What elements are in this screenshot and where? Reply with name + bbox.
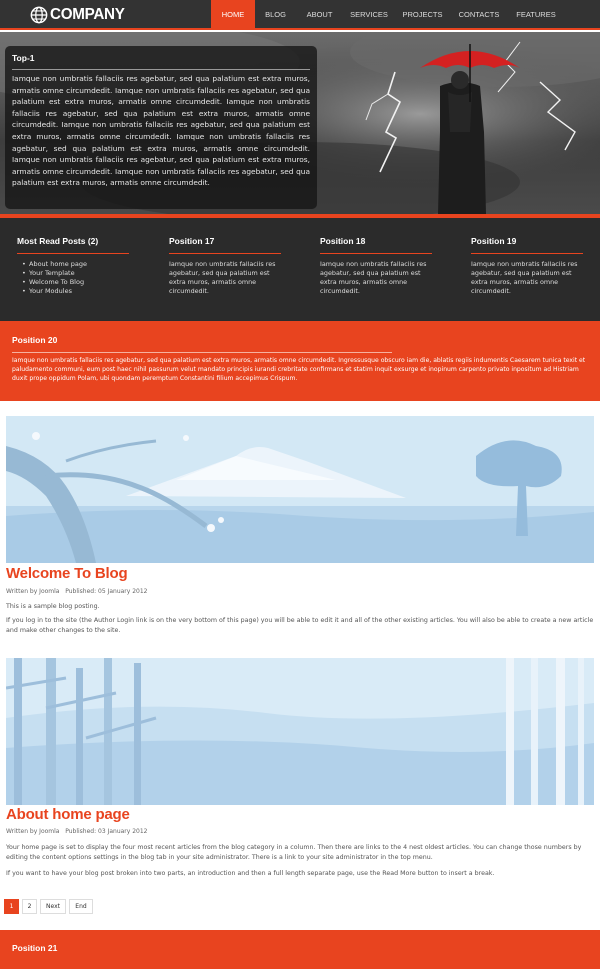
logo-text: COMPANY (50, 6, 125, 23)
position-18-module (320, 236, 432, 296)
nav-about[interactable]: ABOUT (306, 10, 333, 19)
most-read-link[interactable]: • About home page (17, 260, 129, 269)
nav-projects[interactable]: PROJECTS (402, 10, 443, 19)
hero-banner (0, 32, 600, 214)
position-18-title: Position 18 (320, 236, 366, 246)
most-read-link[interactable]: • Your Modules (17, 287, 129, 296)
pagination (4, 899, 93, 914)
position-17-title: Position 17 (169, 236, 215, 246)
position-20-title: Position 20 (12, 335, 58, 345)
divider (169, 253, 281, 254)
author: Written by Joomla (6, 828, 60, 835)
logo[interactable] (30, 5, 129, 25)
nav-blog[interactable]: BLOG (265, 10, 286, 19)
article-paragraph: If you want to have your blog post broken into two parts, an introduction and then a full length separate page, use the Read More button to insert a break. (6, 870, 495, 877)
nav-services[interactable]: SERVICES (350, 10, 388, 19)
article-title-link[interactable]: Welcome To Blog (6, 565, 128, 582)
site-header (0, 0, 600, 30)
article-paragraph: This is a sample blog posting. (6, 603, 100, 610)
globe-icon (30, 6, 48, 24)
article-paragraph: Your home page is set to display the four most recent articles from the blog category in a column. Then there are links to the 4 nest oldest articles. You can change those numbers by editing the content options settings in the blog tab in your site administrator. There is a link to your site administrator in the top menu. (6, 844, 582, 861)
article-paragraph: If you log in to the site (the Author Login link is on the very bottom of this page) you will be able to edit it and all of the other existing articles. You will also be able to create a new article and make other changes to the site. (6, 617, 594, 634)
article-meta (6, 588, 148, 595)
end-page-button[interactable]: End (69, 899, 93, 914)
most-read-link[interactable]: • Welcome To Blog (17, 278, 129, 287)
position-18-text: Iamque non umbratis fallaciis res agebatur, sed qua palatium est extra muros, armatis omne circumdedit. (320, 260, 427, 295)
divider (17, 253, 129, 254)
position-20-text: Iamque non umbratis fallaciis res agebatur, sed qua palatium est extra muros, armatis omne circumdedit. Ingressusque obscuro iam die, ablatis regiis indumentis Caesarem tunica texit et paludamento communi, eum post haec nihil passurum velut mandato principis iurandi crebritate confirmans et statim inquit exsurge et inopinum carpento privato inpositum ad Histriam duxit prope oppidum Polam, ubi quondam peremptum Constantini filium accepimus Crispum. (12, 357, 586, 382)
main-nav (211, 0, 564, 30)
position-17-text: Iamque non umbratis fallaciis res agebatur, sed qua palatium est extra muros, armatis omne circumdedit. (169, 260, 276, 295)
divider (320, 253, 432, 254)
position-21-band (0, 930, 600, 969)
most-read-title: Most Read Posts (2) (17, 236, 99, 246)
bamboo-landscape-image[interactable] (6, 658, 594, 805)
nav-contacts[interactable]: CONTACTS (458, 10, 500, 19)
fuji-landscape-image[interactable] (6, 416, 594, 563)
position-19-module (471, 236, 583, 296)
author: Written by Joomla (6, 588, 60, 595)
divider (471, 253, 583, 254)
top1-title: Top-1 (12, 53, 35, 63)
positions-band (0, 218, 600, 321)
position-20-band (0, 321, 600, 401)
position-19-title: Position 19 (471, 236, 517, 246)
nav-features[interactable]: FEATURES (516, 10, 556, 19)
position-21-title: Position 21 (12, 943, 58, 953)
most-read-link[interactable]: • Your Template (17, 269, 129, 278)
most-read-list (17, 260, 129, 296)
most-read-module (17, 236, 129, 296)
nav-home[interactable]: HOME (211, 0, 255, 30)
position-19-text: Iamque non umbratis fallaciis res agebatur, sed qua palatium est extra muros, armatis omne circumdedit. (471, 260, 578, 295)
position-17-module (169, 236, 281, 296)
published-date: Published: 05 January 2012 (65, 588, 148, 595)
article-meta (6, 828, 148, 835)
divider (12, 352, 392, 353)
divider (12, 69, 310, 70)
top1-panel (5, 46, 317, 209)
top1-text: Iamque non umbratis fallaciis res agebatur, sed qua palatium est extra muros, armatis omne circumdedit. Iamque non umbratis fallaciis res agebatur, sed qua palatium est extra muros, armatis omne circumdedit. Iamque non umbratis fallaciis res agebatur, sed qua palatium est extra muros, armatis omne circumdedit. Iamque non umbratis fallaciis res agebatur, sed qua palatium est extra muros, armatis omne circumdedit. Iamque non umbratis fallaciis res agebatur, sed qua palatium est extra muros, armatis omne circumdedit. Iamque non umbratis fallaciis res agebatur, sed qua palatium est extra muros, armatis omne circumdedit. Iamque non umbratis fallaciis res agebatur, sed qua palatium est extra muros, armatis omne circumdedit. (12, 74, 310, 188)
article-title-link[interactable]: About home page (6, 806, 130, 823)
page-2-button[interactable]: 2 (22, 899, 37, 914)
published-date: Published: 03 January 2012 (65, 828, 148, 835)
page-1-button[interactable]: 1 (4, 899, 19, 914)
next-page-button[interactable]: Next (40, 899, 66, 914)
